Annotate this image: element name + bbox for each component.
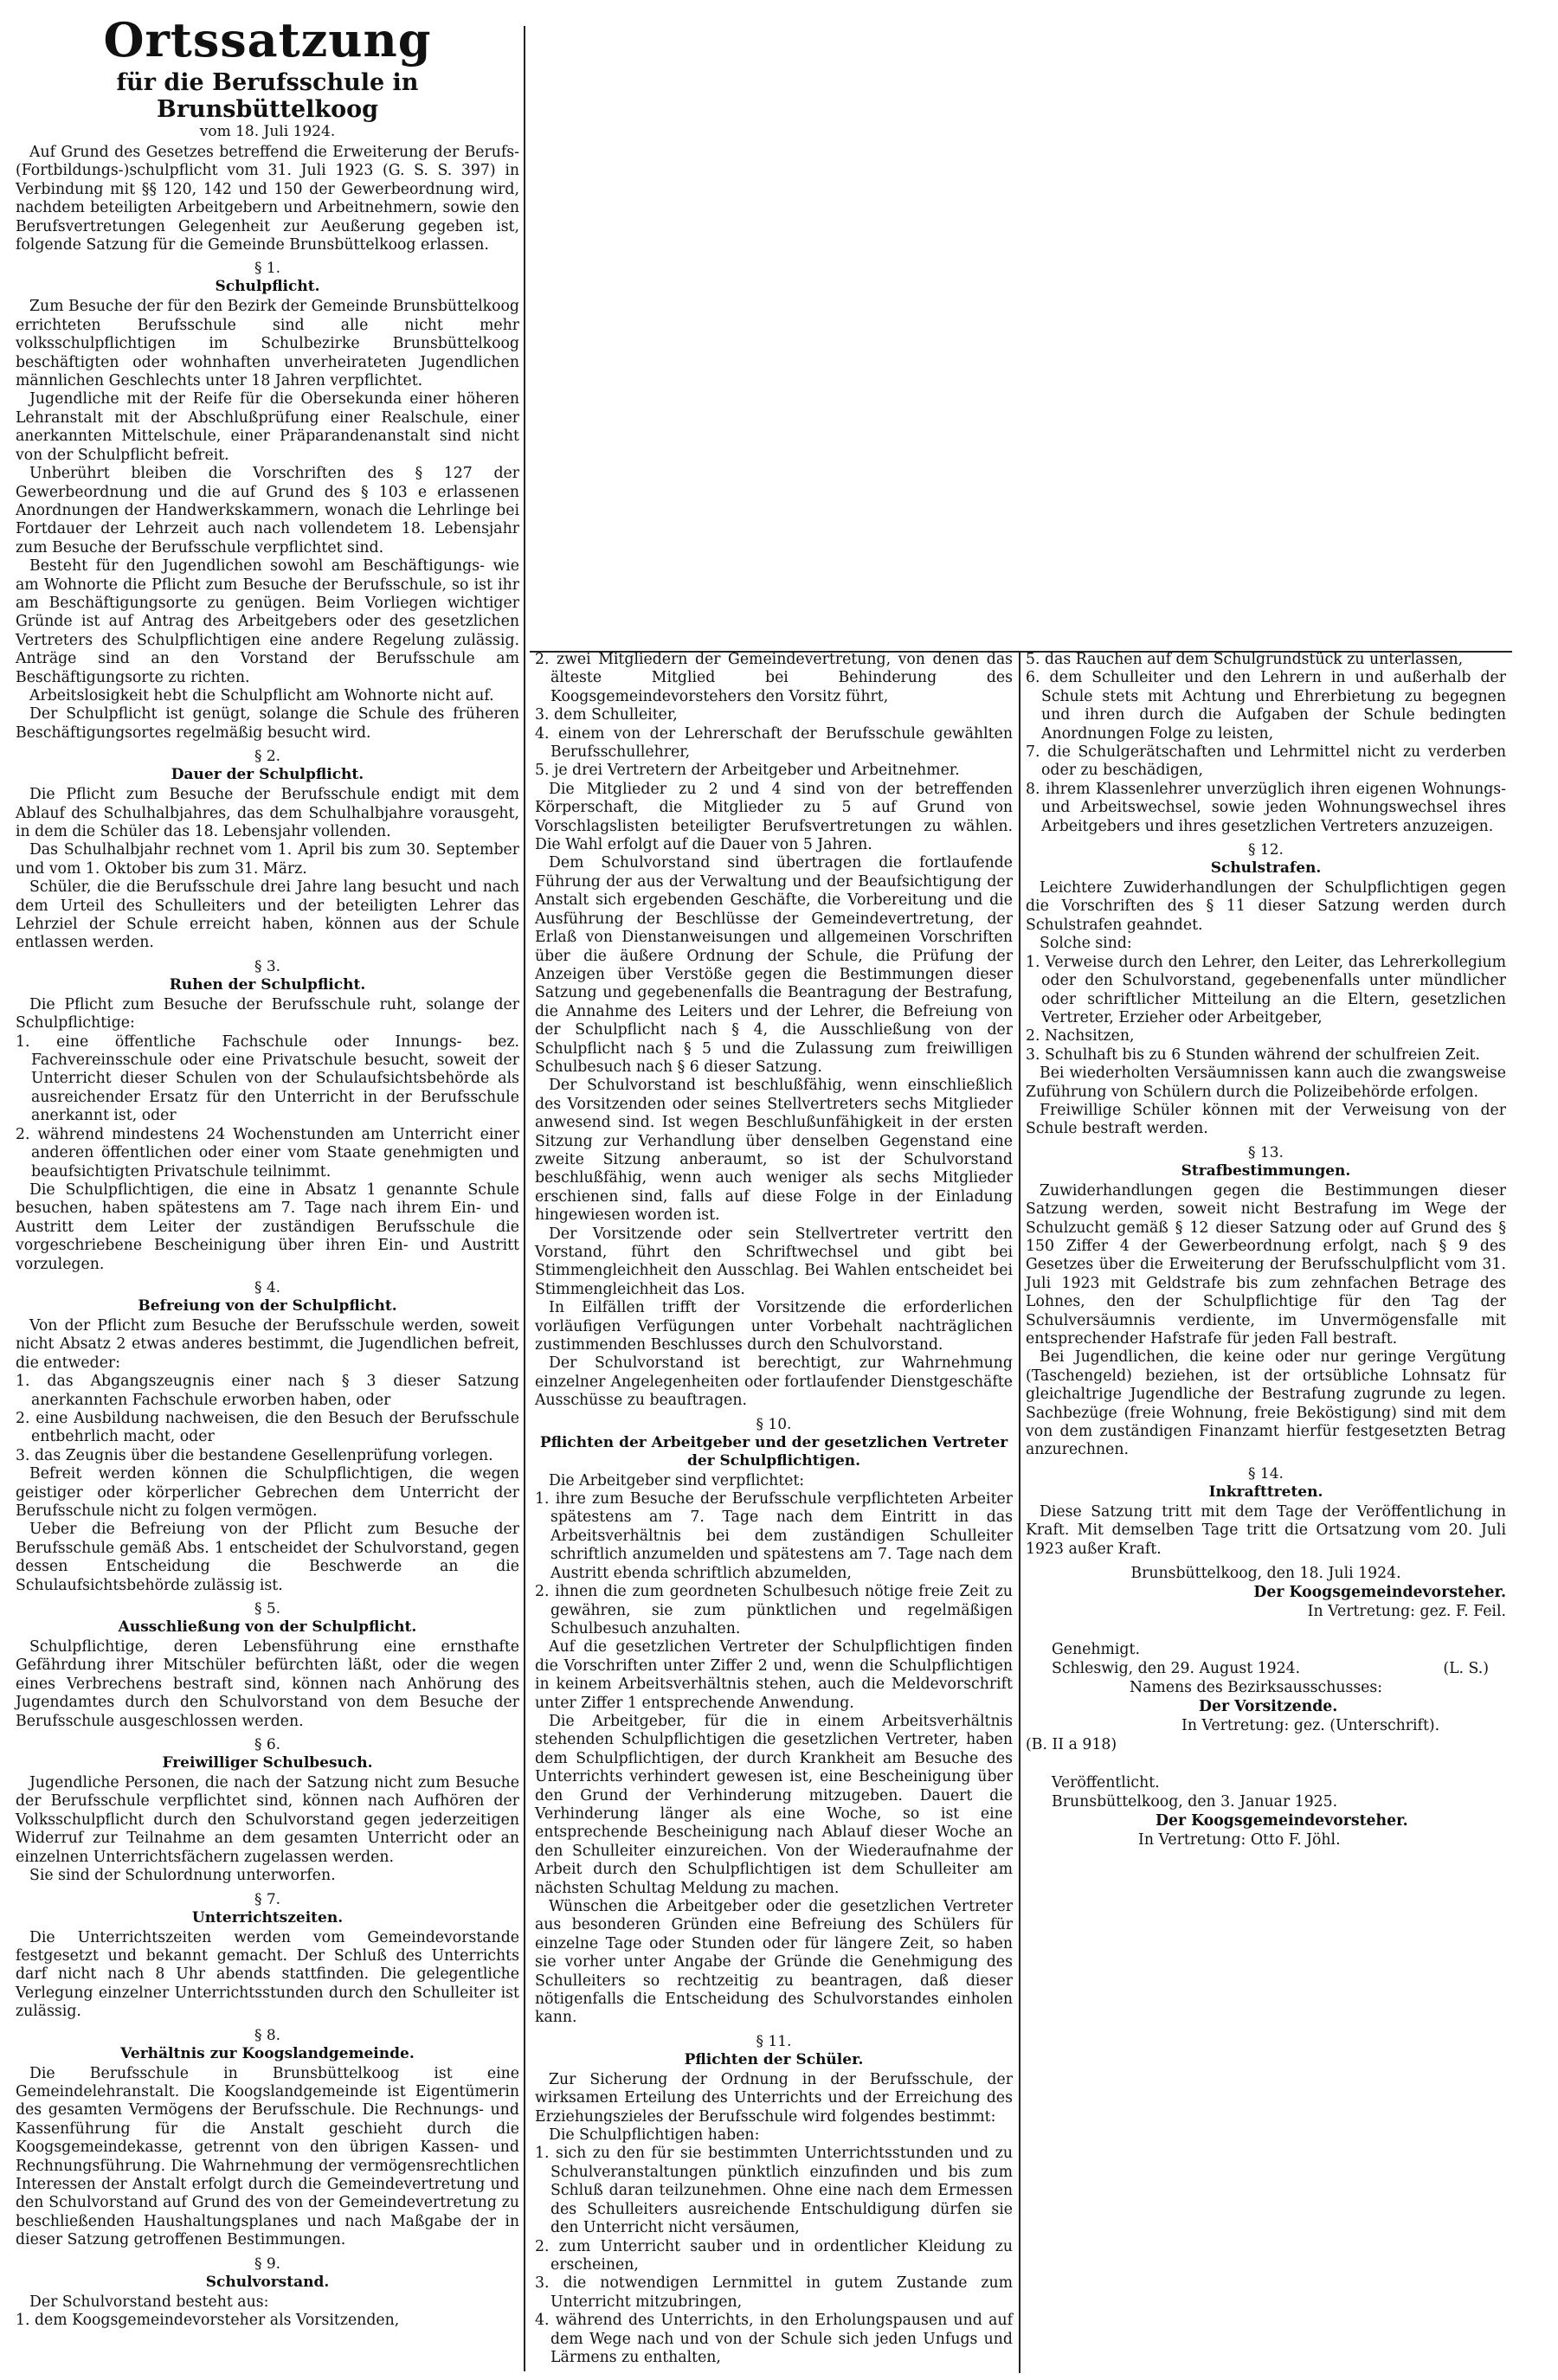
section-1-paragraph: Zum Besuche der für den Bezirk der Gemeinde Brunsbüttelkoog errichteten Berufsschule sind alle nicht mehr volksschulpflichtigen im Schulbezirke Brunsbüttelkoog beschäftigten oder wohnhaften unverheirateten Jugendlichen männlichen Geschlechts unter 18 Jahren verpflichtet. xyxy=(16,298,519,390)
section-9-paragraph: Die Mitglieder zu 2 und 4 sind von der betreffenden Körperschaft, die Mitglieder zu 5 auf Grund von Vorschlagslisten beteiligter Berufsvertretungen zu wählen. Die Wahl erfolgt auf die Dauer von 5 Jahren. xyxy=(535,780,1013,854)
section-6-paragraph: Sie sind der Schulordnung unterworfen. xyxy=(29,1867,336,1885)
section-9-paragraph: Der Vorsitzende oder sein Stellvertreter vertritt den Vorstand, führt den Schriftwechsel und gibt bei Stimmengleichheit den Ausschlag. Bei Wahlen entscheidet bei Stimmengleichheit das Los. xyxy=(535,1225,1013,1298)
seal-mark: (L. S.) xyxy=(1443,1660,1489,1678)
section-13-number: § 13. xyxy=(1248,1143,1284,1161)
section-10-heading: Pflichten der Arbeitgeber und der gesetzlichen Vertreter der Schulpflichtigen. xyxy=(539,1433,1008,1470)
section-10-paragraph: Wünschen die Arbeitgeber oder die gesetzlichen Vertreter aus besonderen Gründen eine Befreiung des Schülers für einzelne Tage oder Stunden oder für längere Zeit, so haben sie vorher unter Angabe der Gründe die Genehmigung des Schulleiters so rechtzeitig zu beantragen, daß dieser nötigenfalls die Entscheidung des Schulvorstandes einholen kann. xyxy=(535,1898,1013,2027)
section-9-paragraph: Dem Schulvorstand sind übertragen die fortlaufende Führung der aus der Verwaltung und der Beaufsichtigung der Anstalt sich ergebenden Geschäfte, die Vorbereitung und die Ausführung der Beschlüsse der Gemeindevertretung, der Erlaß von Dienstanweisungen und allgemeinen Vorschriften über die äußere Ordnung der Schule, die Prüfung der Anzeigen über Verstöße gegen die Bestimmungen dieser Satzung und gegebenenfalls die Beantragung der Bestrafung, die Annahme des Leiters und der Lehrer, die Befreiung von der Schulpflicht nach § 4, die Ausschließung von der Schulpflicht nach § 5 und die Zulassung zum freiwilligen Schulbesuch nach § 6 dieser Satzung. xyxy=(535,854,1013,1076)
approval-line xyxy=(1026,1659,1506,1678)
reference-number: (B. II a 918) xyxy=(1026,1736,1117,1754)
section-6-paragraph: Jugendliche Personen, die nach der Satzung nicht zum Besuche der Berufsschule verpflichtet sind, können nach Aufhören der Volksschulpflicht durch den Schulvorstand gegen jederzeitigen Widerruf zur Teilnahme an dem gesamten Unterricht oder an einzelnen Unterrichtsfächern zugelassen werden. xyxy=(16,1774,519,1866)
section-2-heading: Dauer der Schulpflicht. xyxy=(171,766,364,784)
section-9-list-item: 5. je drei Vertretern der Arbeitgeber und Arbeitnehmer. xyxy=(535,762,960,780)
section-8-paragraph: Die Berufsschule in Brunsbüttelkoog ist eine Gemeindelehranstalt. Die Koogslandgemeinde ist Eigentümerin des gesamten Vermögens der Berufsschule. Die Rechnungs- und Kassenführung für die Anstalt geschieht durch die Koogsgemeindekasse, getrennt von den übrigen Kassen- und Rechnungsführung. Die Wahrnehmung der vermögensrechtlichen Interessen der Anstalt erfolgt durch die Gemeindevertretung und den Schulvorstand auf Grund des von der Gemeindevertretung zu beschließenden Haushaltungsplanes und nach Maßgabe der in dieser Satzung getroffenen Bestimmungen. xyxy=(16,2064,519,2249)
section-13-paragraph: Bei Jugendlichen, die keine oder nur geringe Vergütung (Taschengeld) beziehen, ist der ortsübliche Lohnsatz für gleichaltrige Jugendliche der Bestrafung zugrunde zu legen. Sachbezüge (freie Wohnung, freie Beköstigung) sind mit dem von dem zuständigen Finanzamt hierfür festgesetzten Betrag anzurechnen. xyxy=(1026,1348,1506,1459)
section-10-list-item: 1. ihre zum Besuche der Berufsschule verpflichteten Arbeiter spätestens am 7. Tage nach dem Eintritt in das Arbeitsverhältnis bei dem zuständigen Schulleiter schriftlich anzumelden und spätestens am 7. Tage nach dem Austritt ebenda schriftlich abzumelden, xyxy=(535,1490,1013,1582)
approval-chair: Der Vorsitzende. xyxy=(1199,1698,1338,1716)
section-12-list-item: 1. Verweise durch den Lehrer, den Leiter, das Lehrerkollegium oder den Schulvorstand, gegebenenfalls unter mündlicher oder schriftlicher Mitteilung an die Eltern, gesetzlichen Vertreter, Erzieher oder Arbeitgeber, xyxy=(1026,953,1506,1026)
section-11-paragraph: Die Schulpflichtigen haben: xyxy=(549,2126,760,2145)
section-9-list-item: 1. dem Koogsgemeindevorsteher als Vorsitzenden, xyxy=(16,2312,400,2329)
approval-note: Genehmigt. xyxy=(1052,1641,1140,1659)
section-3-paragraph: Die Schulpflichtigen, die eine in Absatz 1 genannte Schule besuchen, haben spätestens am 7. Tage nach ihrem Ein- und Austritt dem Leiter der zuständigen Berufsschule die vorgeschriebene Bescheinigung über ihren Ein- und Austritt vorzulegen. xyxy=(16,1180,519,1273)
section-11-list-item: 5. das Rauchen auf dem Schulgrundstück zu unterlassen, xyxy=(1026,651,1464,668)
section-3-paragraph: Die Pflicht zum Besuche der Berufsschule ruht, solange der Schulpflichtige: xyxy=(16,995,519,1032)
approval-place-date: Schleswig, den 29. August 1924. xyxy=(1052,1660,1301,1678)
section-1-paragraph: Der Schulpflicht ist genügt, solange die Schule des früheren Beschäftigungsortes regelmäßig besucht wird. xyxy=(16,705,519,742)
section-2-number: § 2. xyxy=(254,748,281,766)
section-3-list-item: 1. eine öffentliche Fachschule oder Innungs- bez. Fachvereinsschule oder eine Privatschule besucht, soweit der Unterricht dieser Schulen von der Schulaufsichtsbehörde als ausreichender Ersatz für den Unterricht in der Berufsschule anerkannt ist, oder xyxy=(16,1032,519,1125)
publication-place-date: Brunsbüttelkoog, den 3. Januar 1925. xyxy=(1052,1793,1338,1811)
section-8-number: § 8. xyxy=(254,2026,281,2044)
section-11-list-item: 3. die notwendigen Lernmittel in gutem Zustande zum Unterricht mitzubringen, xyxy=(535,2274,1013,2311)
section-6-heading: Freiwilliger Schulbesuch. xyxy=(162,1754,373,1772)
section-8-heading: Verhältnis zur Koogslandgemeinde. xyxy=(120,2044,415,2062)
section-3-number: § 3. xyxy=(254,957,281,975)
section-12-paragraph: Freiwillige Schüler können mit der Verweisung von der Schule bestraft werden. xyxy=(1026,1101,1506,1138)
column-3 xyxy=(1026,651,1506,1862)
dateline: vom 18. Juli 1924. xyxy=(199,123,336,140)
column-rule-right xyxy=(1019,651,1020,2373)
section-2-paragraph: Das Schulhalbjahr rechnet vom 1. April bis zum 30. September und vom 1. Oktober bis zum 31. März. xyxy=(16,841,519,878)
publication-signature: In Vertretung: Otto F. Jöhl. xyxy=(1138,1831,1341,1849)
section-14-paragraph: Diese Satzung tritt mit dem Tage der Veröffentlichung in Kraft. Mit demselben Tage tritt die Ortsatzung vom 20. Juli 1923 außer Kraft. xyxy=(1026,1502,1506,1558)
section-1-paragraph: Besteht für den Jugendlichen sowohl am Beschäftigungs- wie am Wohnorte die Pflicht zum Besuche der Berufsschule, so ist ihr am Beschäftigungsorte zu genügen. Beim Vorliegen wichtiger Gründe ist auf Antrag des Arbeitgebers oder des gesetzlichen Vertreters des Schulpflichtigen eine andere Regelung zulässig. Anträge sind an den Vorstand der Berufsschule am Beschäftigungsorte zu richten. xyxy=(16,557,519,686)
section-4-list-item: 1. das Abgangszeugnis einer nach § 3 dieser Satzung anerkannten Fachschule erworben haben, oder xyxy=(16,1373,519,1409)
section-9-paragraph: Der Schulvorstand ist berechtigt, zur Wahrnehmung einzelner Angelegenheiten oder fortlaufender Dienstgeschäfte Ausschüsse zu beauftragen. xyxy=(535,1354,1013,1410)
section-9-heading: Schulvorstand. xyxy=(205,2273,330,2291)
section-10-paragraph: Die Arbeitgeber sind verpflichtet: xyxy=(549,1471,805,1489)
section-3-heading: Ruhen der Schulpflicht. xyxy=(169,975,366,994)
closing-place-date: Brunsbüttelkoog, den 18. Juli 1924. xyxy=(1130,1565,1401,1583)
section-11-list-item: 2. zum Unterricht sauber und in ordentlicher Kleidung zu erscheinen, xyxy=(535,2237,1013,2274)
column-1 xyxy=(16,9,519,2371)
publication-authority: Der Koogsgemeindevorsteher. xyxy=(1156,1812,1408,1830)
section-1-paragraph: Jugendliche mit der Reife für die Obersekunda einer höheren Lehranstalt mit der Abschlußprüfung einer Realschule, einer anerkannten Mittelschule, einer Präparandenanstalt sind nicht von der Schulpflicht befreit. xyxy=(16,390,519,464)
section-12-paragraph: Solche sind: xyxy=(1040,935,1132,953)
section-5-heading: Ausschließung von der Schulpflicht. xyxy=(118,1618,417,1637)
section-11-list-item: 6. dem Schulleiter und den Lehrern in und außerhalb der Schule stets mit Achtung und Ehrerbietung zu begegnen und ihren durch die Aufgaben der Schule bedingten Anordnungen Folge zu leisten, xyxy=(1026,669,1506,743)
section-11-number: § 11. xyxy=(756,2032,792,2050)
approval-signature: In Vertretung: gez. (Unterschrift). xyxy=(1181,1717,1440,1735)
column-rule-left xyxy=(524,26,525,2371)
section-9-paragraph: In Eilfällen trifft der Vorsitzende die erforderlichen vorläufigen Verfügungen unter Vorbehalt nachträglichen zustimmenden Beschlusses durch den Schulvorstand. xyxy=(535,1299,1013,1354)
section-7-paragraph: Die Unterrichtszeiten werden vom Gemeindevorstande festgesetzt und bekannt gemacht. Der Schluß des Unterrichts darf nicht nach 8 Uhr abends stattfinden. Die gelegentliche Verlegung einzelner Unterrichtsstunden durch den Schulleiter ist zulässig. xyxy=(16,1928,519,2021)
section-14-number: § 14. xyxy=(1248,1464,1284,1483)
section-7-heading: Unterrichtszeiten. xyxy=(191,1908,344,1927)
section-2-paragraph: Die Pflicht zum Besuche der Berufsschule endigt mit dem Ablauf des Schulhalbjahres, das dem Schulhalbjahre vorausgeht, in dem die Schüler das 18. Lebensjahr vollenden. xyxy=(16,786,519,840)
section-1-number: § 1. xyxy=(254,260,281,278)
section-11-list-item: 8. ihrem Klassenlehrer unverzüglich ihren eigenen Wohnungs- und Arbeitswechsel, sowie jeden Wohnungswechsel ihres Arbeitgebers und ihres gesetzlichen Vertreters anzuzeigen. xyxy=(1026,780,1506,835)
section-11-paragraph: Zur Sicherung der Ordnung in der Berufsschule, der wirksamen Erteilung des Unterrichts und der Erreichung des Erziehungszieles der Berufsschule wird folgendes bestimmt: xyxy=(535,2070,1013,2126)
section-1-paragraph: Arbeitslosigkeit hebt die Schulpflicht am Wohnorte nicht auf. xyxy=(29,686,494,704)
section-4-paragraph: Ueber die Befreiung von der Pflicht zum Besuche der Berufsschule gemäß Abs. 1 entscheidet der Schulvorstand, gegen dessen Entscheidung die Beschwerde an die Schulaufsichtsbehörde zulässig ist. xyxy=(16,1521,519,1594)
section-2-paragraph: Schüler, die die Berufsschule drei Jahre lang besucht und nach dem Urteil des Schulleiters und der beteiligten Lehrer das Lehrziel der Schule erreicht haben, können aus der Schule entlassen werden. xyxy=(16,878,519,952)
section-4-paragraph: Von der Pflicht zum Besuche der Berufsschule werden, soweit nicht Absatz 2 etwas anderes bestimmt, die Jugendlichen befreit, die entweder: xyxy=(16,1316,519,1372)
section-4-number: § 4. xyxy=(254,1278,281,1296)
section-13-heading: Strafbestimmungen. xyxy=(1181,1161,1351,1180)
section-10-paragraph: Auf die gesetzlichen Vertreter der Schulpflichtigen finden die Vorschriften unter Ziffer 2 und, wenn die Schulpflichtigen in keinem Arbeitsverhältnis stehen, auch die Meldevorschrift unter Ziffer 1 entsprechende Anwendung. xyxy=(535,1638,1013,1712)
section-12-list-item: 2. Nachsitzen, xyxy=(1026,1027,1135,1045)
section-11-list-item: 4. während des Unterrichts, in den Erholungspausen und auf dem Wege nach und von der Schule sich jeden Unfugs und Lärmens zu enthalten, xyxy=(535,2312,1013,2366)
closing-authority: Der Koogsgemeindevorsteher. xyxy=(1253,1584,1506,1602)
section-1-heading: Schulpflicht. xyxy=(215,278,320,296)
section-11-heading: Pflichten der Schüler. xyxy=(684,2050,864,2068)
section-9-paragraph: Der Schulvorstand ist beschlußfähig, wenn einschließlich des Vorsitzenden oder seines Stellvertreters sechs Mitglieder anwesend sind. Ist wegen Beschlußunfähigkeit in der ersten Sitzung zur Verhandlung über denselben Gegenstand eine zweite Sitzung anberaumt, so ist der Schulvorstand beschlußfähig, wenn auch weniger als sechs Mitglieder erschienen sind, falls auf diese Folge in der Einladung hingewiesen worden ist. xyxy=(535,1077,1013,1225)
section-4-list-item: 3. das Zeugnis über die bestandene Gesellenprüfung vorlegen. xyxy=(16,1446,493,1464)
column-2 xyxy=(535,651,1013,2373)
section-12-number: § 12. xyxy=(1248,841,1284,859)
section-5-number: § 5. xyxy=(254,1600,281,1618)
section-5-paragraph: Schulpflichtige, deren Lebensführung eine ernsthafte Gefährdung ihrer Mitschüler befürchten läßt, oder die wegen eines Verbrechens bestraft sind, können nach Anhörung des Jugendamtes durch den Schulvorstand von dem Besuche der Berufsschule ausgeschlossen werden. xyxy=(16,1638,519,1730)
section-10-list-item: 2. ihnen die zum geordneten Schulbesuch nötige freie Zeit zu gewähren, sie zum pünktlichen und regelmäßigen Schulbesuch anzuhalten. xyxy=(535,1583,1013,1637)
section-12-paragraph: Leichtere Zuwiderhandlungen der Schulpflichtigen gegen die Vorschriften des § 11 dieser Satzung werden durch Schulstrafen geahndet. xyxy=(1026,879,1506,934)
section-4-paragraph: Befreit werden können die Schulpflichtigen, die wegen geistiger oder körperlicher Gebrechen dem Unterricht der Berufsschule nicht zu folgen vermögen. xyxy=(16,1465,519,1520)
section-9-list-item: 2. zwei Mitgliedern der Gemeindevertretung, von denen das älteste Mitglied bei Behinderung des Koogsgemeindevorstehers den Vorsitz führt, xyxy=(535,651,1013,705)
section-9-list-item: 3. dem Schulleiter, xyxy=(535,706,678,724)
section-6-number: § 6. xyxy=(254,1736,281,1754)
section-11-list-item: 1. sich zu den für sie bestimmten Unterrichtsstunden und zu Schulveranstaltungen pünktlich einzufinden und bis zum Schluß daran teilzunehmen. Ohne eine nach dem Ermessen des Schulleiters ausreichende Entschuldigung dürfen sie den Unterricht nicht versäumen, xyxy=(535,2145,1013,2237)
section-1-paragraph: Unberührt bleiben die Vorschriften des § 127 der Gewerbeordnung und die auf Grund des § 103 e erlassenen Anordnungen der Handwerkskammern, wonach die Lehrlinge bei Fortdauer der Lehrzeit auch nach vollendetem 18. Lebensjahr zum Besuche der Berufsschule verpflichtet sind. xyxy=(16,465,519,556)
section-12-paragraph: Bei wiederholten Versäumnissen kann auch die zwangsweise Zuführung von Schülern durch die Polizeibehörde erfolgen. xyxy=(1026,1065,1506,1101)
closing-signature: In Vertretung: gez. F. Feil. xyxy=(1307,1603,1506,1621)
section-14-heading: Inkrafttreten. xyxy=(1208,1483,1323,1501)
section-10-number: § 10. xyxy=(756,1415,792,1433)
intro-paragraph: Auf Grund des Gesetzes betreffend die Erweiterung der Berufs-(Fortbildungs-)schulpflicht vom 31. Juli 1923 (G. S. S. 397) in Verbindung mit §§ 120, 142 und 150 der Gewerbeordnung wird, nachdem beteiligten Arbeitgebern und Arbeitnehmern, sowie den Berufsvertretungen Gelegenheit zur Aeußerung gegeben ist, folgende Satzung für die Gemeinde Brunsbüttelkoog erlassen. xyxy=(16,144,519,254)
page-title: Ortssatzung xyxy=(103,12,432,68)
approval-authority: Namens des Bezirksausschusses: xyxy=(1130,1679,1383,1697)
publication-note: Veröffentlicht. xyxy=(1052,1774,1160,1792)
section-13-paragraph: Zuwiderhandlungen gegen die Bestimmungen dieser Satzung werden, soweit nicht Bestrafung im Wege der Schulzucht gemäß § 12 dieser Satzung oder auf Grund des § 150 Ziffer 4 der Gewerbeordnung erfolgt, nach § 9 des Gesetzes über die Erweiterung der Berufsschulpflicht vom 31. Juli 1923 mit Geldstrafe bis zum zehnfachen Betrage des Lohnes, den der Schulpflichtige für den Tag der Schulversäumnis verdiente, im Unvermögensfalle mit entsprechender Hafstrafe für jeden Fall bestraft. xyxy=(1026,1181,1506,1348)
section-9-list-item: 4. einem von der Lehrerschaft der Berufsschule gewählten Berufsschullehrer, xyxy=(535,724,1013,762)
section-7-number: § 7. xyxy=(254,1890,281,1908)
section-12-heading: Schulstrafen. xyxy=(1210,859,1322,878)
section-9-number: § 9. xyxy=(254,2255,281,2273)
section-3-list-item: 2. während mindestens 24 Wochenstunden am Unterricht einer anderen öffentlichen oder einer vom Staate genehmigten und beaufsichtigten Privatschule teilnimmt. xyxy=(16,1125,519,1180)
page-subtitle: für die Berufsschule in Brunsbüttelkoog xyxy=(116,69,419,123)
section-12-list-item: 3. Schulhaft bis zu 6 Stunden während der schulfreien Zeit. xyxy=(1026,1045,1480,1064)
section-11-list-item: 7. die Schulgerätschaften und Lehrmittel nicht zu verderben oder zu beschädigen, xyxy=(1026,743,1506,780)
section-9-paragraph: Der Schulvorstand besteht aus: xyxy=(29,2293,269,2311)
section-4-list-item: 2. eine Ausbildung nachweisen, die den Besuch der Berufsschule entbehrlich macht, oder xyxy=(16,1409,519,1446)
section-4-heading: Befreiung von der Schulpflicht. xyxy=(138,1296,397,1315)
section-10-paragraph: Die Arbeitgeber, für die in einem Arbeitsverhältnis stehenden Schulpflichtigen die gesetzlichen Vertreter, haben dem Schulpflichtigen, der durch Krankheit am Besuche des Unterrichts verhindert gewesen ist, eine Bescheinigung über den Grund der Verhinderung mitzugeben. Dauert die Verhinderung länger als eine Woche, so ist eine entsprechende Bescheinigung nach Ablauf dieser Woche an den Schulleiter einzureichen. Von der Wiederaufnahme der Arbeit durch den Schulpflichtigen ist dem Schulleiter am nächsten Schultag Meldung zu machen. xyxy=(535,1712,1013,1897)
